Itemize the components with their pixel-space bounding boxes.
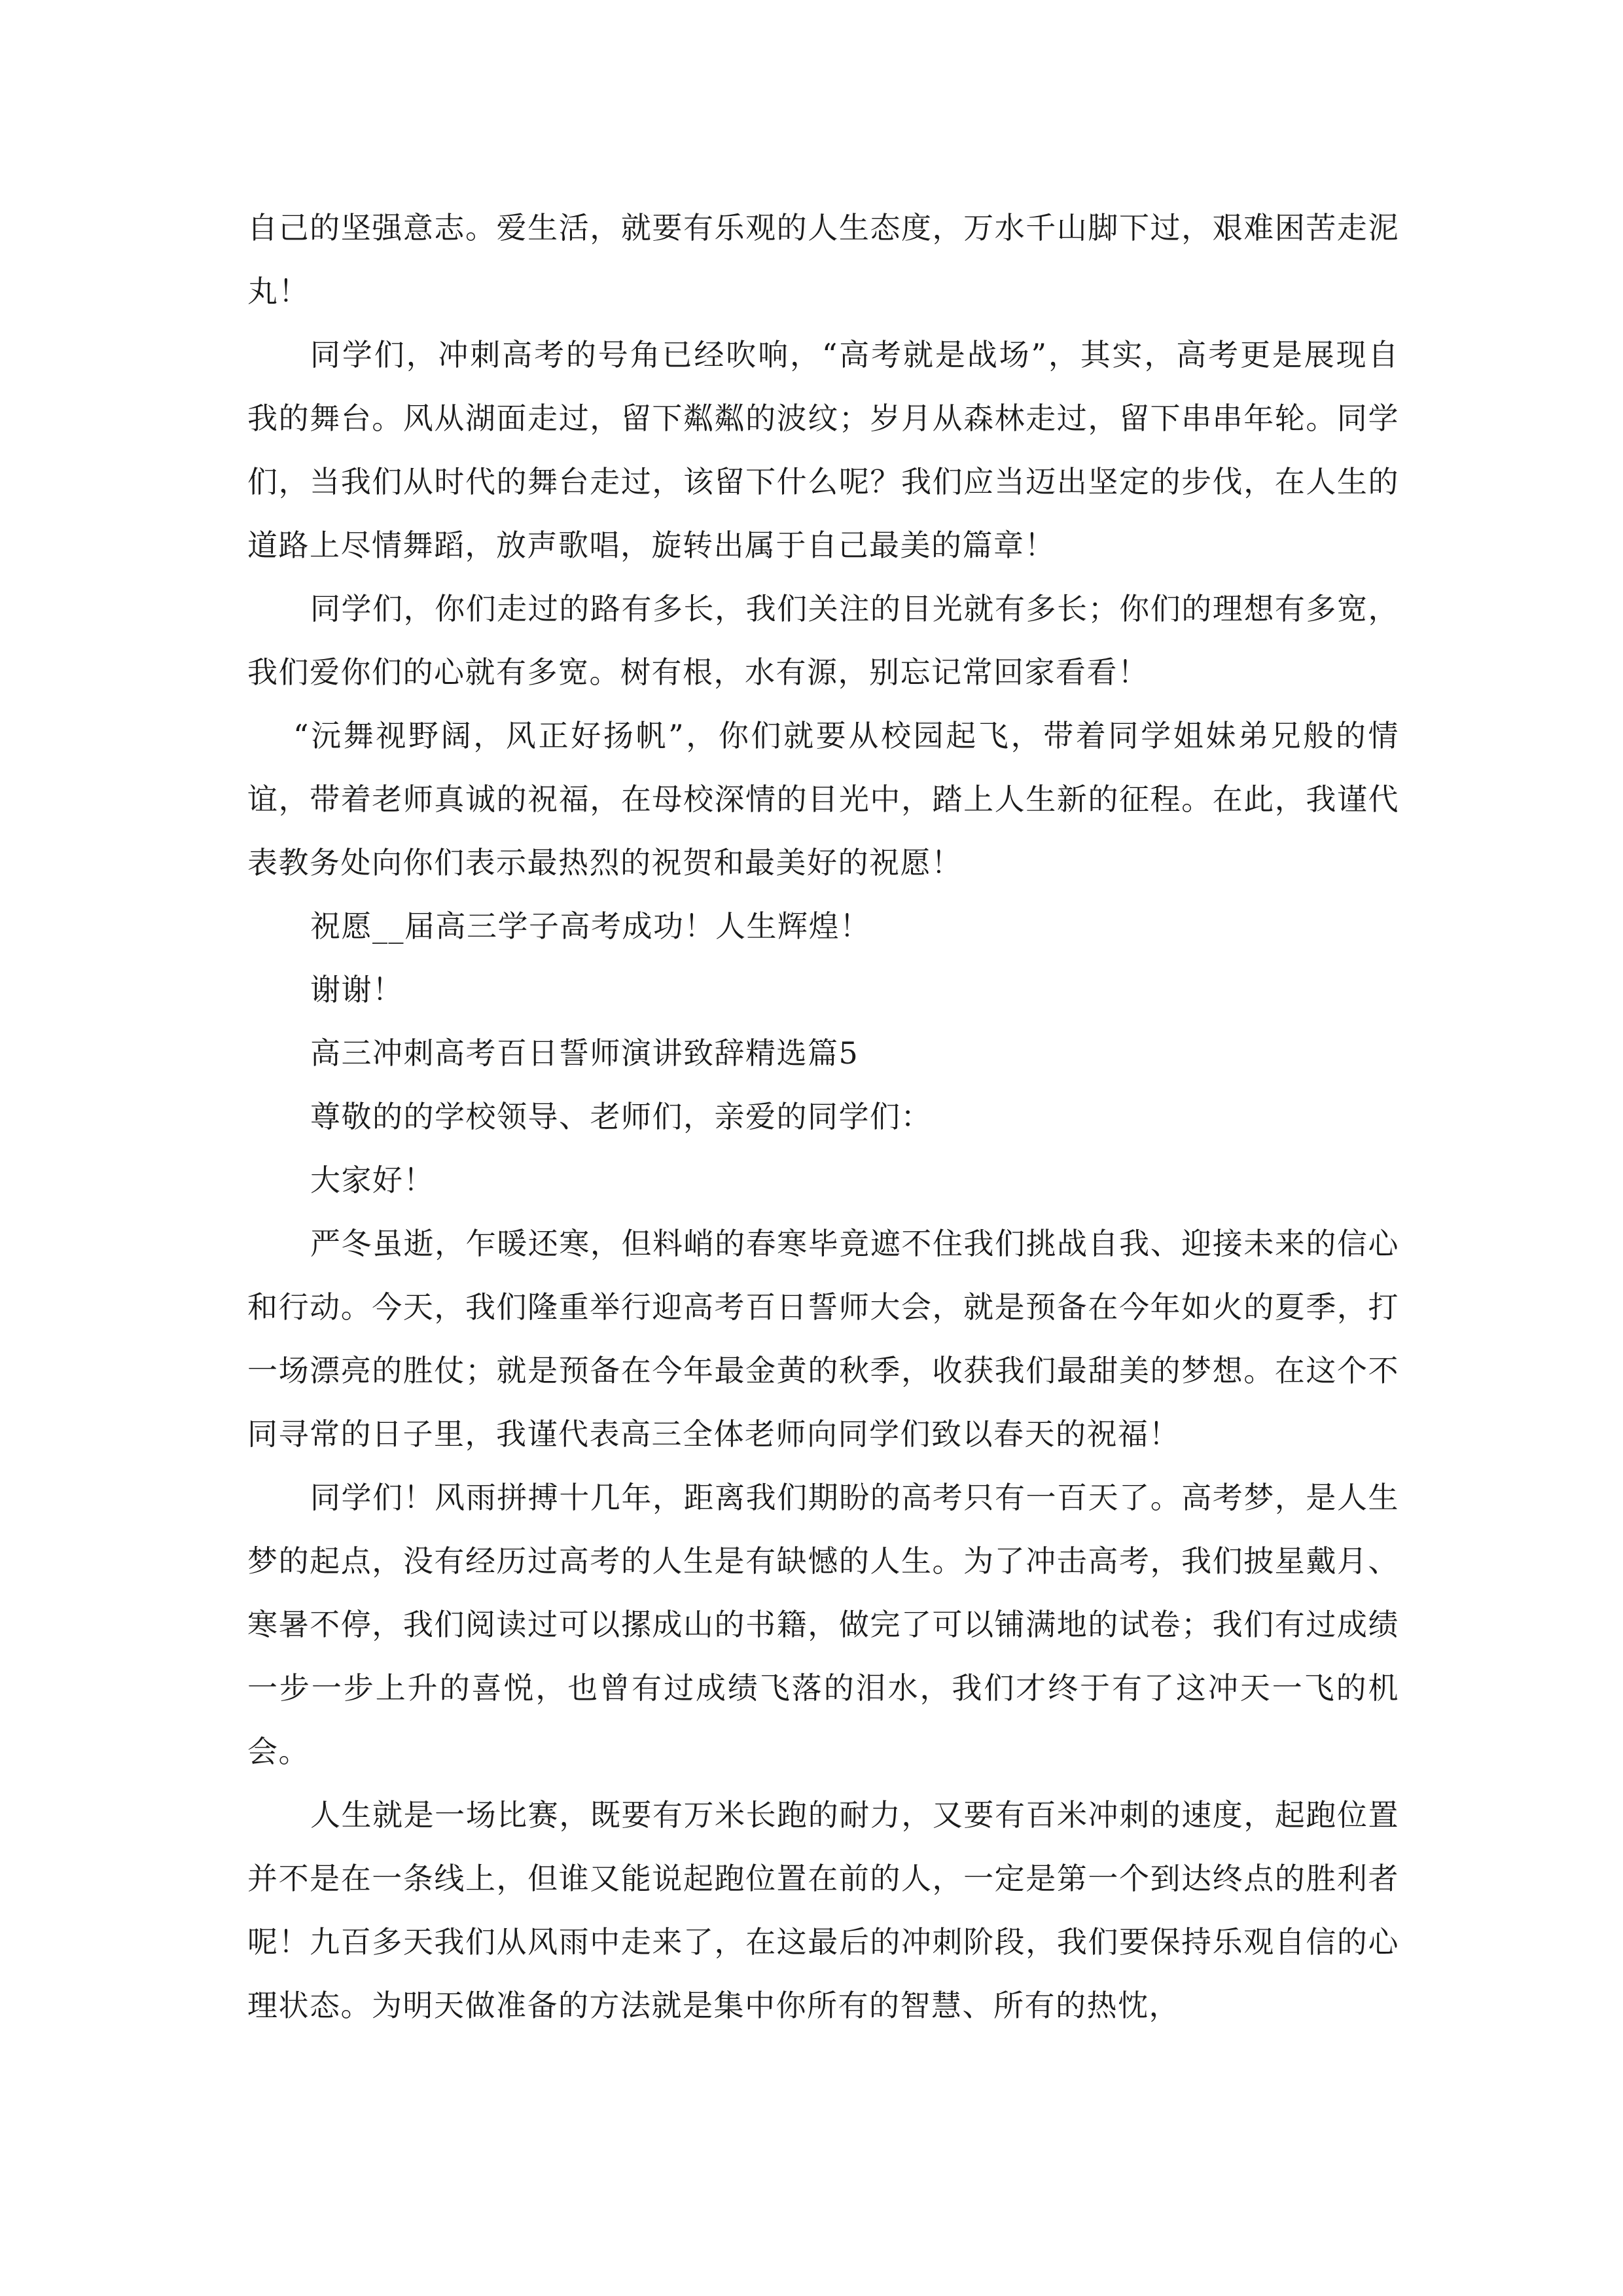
salutation: 尊敬的的学校领导、老师们，亲爱的同学们： — [310, 1099, 932, 1134]
paragraph: 严冬虽逝，乍暖还寒，但料峭的春寒毕竟遮不住我们挑战自我、迎接未来的信心和行动。今天，我们隆重举行迎高考百日誓师大会，就是预备在今年如火的夏季，打一场漂亮的胜仗；就是预备在今年最金黄的秋季，收获我们最甜美的梦想。在这个不同寻常的日子里，我谨代表高三全体老师向同学们致以春天的祝福！ — [247, 1226, 1399, 1452]
paragraph: 同学们！风雨拼搏十几年，距离我们期盼的高考只有一百天了。高考梦，是人生梦的起点，没有经历过高考的人生是有缺憾的人生。为了冲击高考，我们披星戴月、寒暑不停，我们阅读过可以摞成山的书籍，做完了可以铺满地的试卷；我们有过成绩一步一步上升的喜悦，也曾有过成绩飞落的泪水，我们才终于有了这冲天一飞的机会。 — [247, 1480, 1399, 1769]
section-heading: 高三冲刺高考百日誓师演讲致辞精选篇5 — [310, 1035, 859, 1071]
paragraph: “沅舞视野阔，风正好扬帆”，你们就要从校园起飞，带着同学姐妹弟兄般的情谊，带着老师真诚的祝福，在母校深情的目光中，踏上人生新的征程。在此，我谨代表教务处向你们表示最热烈的祝贺和最美好的祝愿！ — [247, 718, 1399, 880]
paragraph: 祝愿__届高三学子高考成功！人生辉煌！ — [310, 908, 871, 944]
paragraph: 谢谢！ — [310, 972, 404, 1007]
paragraph-continued: 自己的坚强意志。爱生活，就要有乐观的人生态度，万水千山脚下过，艰难困苦走泥丸！ — [247, 210, 1399, 309]
document-body — [247, 196, 1399, 2037]
paragraph: 人生就是一场比赛，既要有万米长跑的耐力，又要有百米冲刺的速度，起跑位置并不是在一条线上，但谁又能说起跑位置在前的人，一定是第一个到达终点的胜利者呢！九百多天我们从风雨中走来了，在这最后的冲刺阶段，我们要保持乐观自信的心理状态。为明天做准备的方法就是集中你所有的智慧、所有的热忱， — [247, 1797, 1399, 2023]
paragraph: 同学们，冲刺高考的号角已经吹响，“高考就是战场”，其实，高考更是展现自我的舞台。风从湖面走过，留下粼粼的波纹；岁月从森林走过，留下串串年轮。同学们，当我们从时代的舞台走过，该留下什么呢？我们应当迈出坚定的步伐，在人生的道路上尽情舞蹈，放声歌唱，旋转出属于自己最美的篇章！ — [247, 337, 1399, 563]
paragraph: 同学们，你们走过的路有多长，我们关注的目光就有多长；你们的理想有多宽，我们爱你们的心就有多宽。树有根，水有源，别忘记常回家看看！ — [247, 591, 1399, 690]
greeting: 大家好！ — [310, 1162, 435, 1198]
